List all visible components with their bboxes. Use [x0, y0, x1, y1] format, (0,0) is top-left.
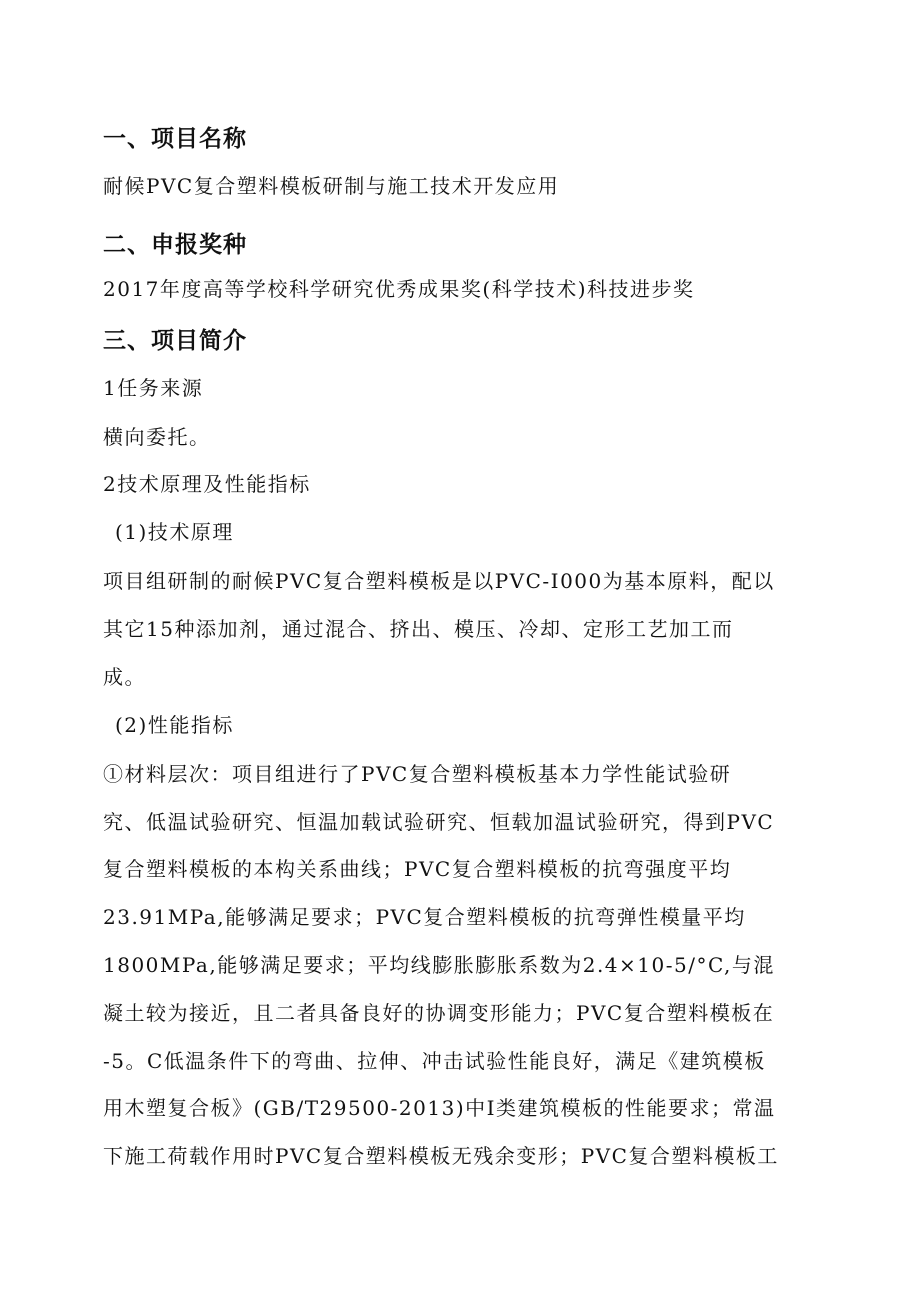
project-name-text: 耐候PVC复合塑料模板研制与施工技术开发应用: [103, 174, 560, 198]
performance-line-2: 究、低温试验研究、恒温加载试验研究、恒载加温试验研究，得到PVC: [103, 810, 775, 834]
performance-line-5: 1800MPa,能够满足要求；平均线膨胀膨胀系数为2.4×10-5/°C,与混: [103, 953, 775, 977]
performance-line-3: 复合塑料模板的本构关系曲线；PVC复合塑料模板的抗弯强度平均: [103, 857, 732, 881]
subheading-principle-indicators: 2技术原理及性能指标: [103, 472, 311, 496]
performance-line-8: 用木塑复合板》(GB/T29500-2013)中I类建筑模板的性能要求；常温: [103, 1096, 776, 1120]
subheading-technical-principle: (1)技术原理: [115, 520, 234, 544]
performance-line-6: 凝土较为接近，且二者具备良好的协调变形能力；PVC复合塑料模板在: [103, 1001, 775, 1025]
performance-line-7: -5。C低温条件下的弯曲、拉伸、冲击试验性能良好，满足《建筑模板: [103, 1049, 766, 1073]
subheading-performance-indicators: (2)性能指标: [115, 713, 234, 737]
section-title-award-type: 二、申报奖种: [103, 232, 247, 258]
award-type-text: 2017年度高等学校科学研究优秀成果奖(科学技术)科技进步奖: [103, 277, 695, 301]
task-source-text: 横向委托。: [103, 425, 211, 449]
performance-line-9: 下施工荷载作用时PVC复合塑料模板无残余变形；PVC复合塑料模板工: [103, 1144, 779, 1168]
section-title-project-intro: 三、项目简介: [103, 328, 247, 354]
section-title-project-name: 一、项目名称: [103, 126, 247, 152]
performance-line-4: 23.91MPa,能够满足要求；PVC复合塑料模板的抗弯弹性模量平均: [103, 905, 746, 929]
performance-line-1: ①材料层次：项目组进行了PVC复合塑料模板基本力学性能试验研: [103, 762, 732, 786]
subheading-task-source: 1任务来源: [103, 376, 204, 400]
principle-line-3: 成。: [103, 665, 146, 689]
principle-line-2: 其它15种添加剂，通过混合、挤出、模压、冷却、定形工艺加工而: [103, 617, 734, 641]
principle-line-1: 项目组研制的耐候PVC复合塑料模板是以PVC-I000为基本原料，配以: [103, 569, 775, 593]
